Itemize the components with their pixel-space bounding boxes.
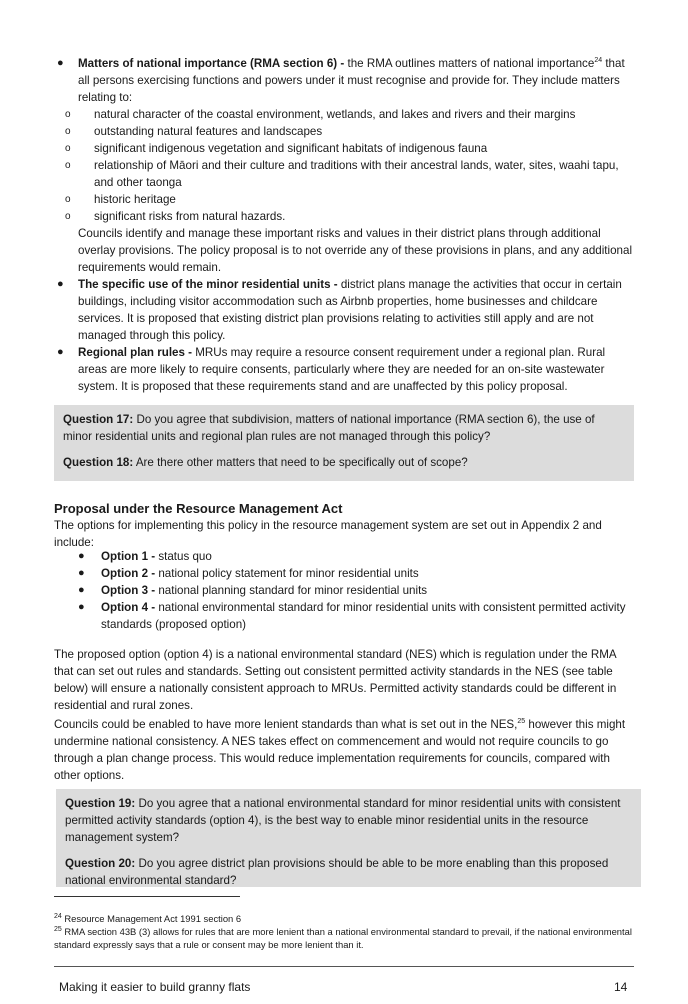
circle-bullet-icon: o	[65, 143, 71, 154]
sub-bullet-text: relationship of Māori and their culture and traditions with their ancestral lands, water, sites, waahi tapu, and other taonga	[94, 159, 619, 189]
bullet-title: Matters of national importance (RMA section 6) -	[78, 57, 345, 70]
footnote-ref: 24	[594, 57, 603, 65]
bullet-text: district plans manage the activities that occur in certain buildings, including visitor accommodation such as Airbnb properties, home businesses and childcare services. It is proposed that existing district plan provisions relating to activities still apply and are not managed through this policy.	[78, 278, 622, 342]
bullet-dot-icon: ●	[57, 57, 64, 69]
sub-bullet-item	[54, 157, 634, 191]
circle-bullet-icon: o	[65, 126, 71, 137]
bullet-title: The specific use of the minor residential units -	[78, 278, 338, 291]
footnote-25	[54, 925, 634, 951]
circle-bullet-icon: o	[65, 109, 71, 120]
question-label: Question 18:	[63, 456, 134, 469]
bullet-text: MRUs may require a resource consent requirement under a regional plan. Rural areas are more likely to require consents, particularly where they are needed for an on-site wastewater system. It is proposed that these requirements stand and are unaffected by this policy proposal.	[78, 346, 606, 393]
section-intro: The options for implementing this policy in the resource management system are set out in Appendix 2 and include:	[54, 519, 602, 549]
question-text: Do you agree that a national environmental standard for minor residential units with consistent permitted activity standards (option 4), is the best way to enable minor residential units in the resource management system?	[65, 797, 621, 844]
question-text: Do you agree that subdivision, matters of national importance (RMA section 6), the use of minor residential units and regional plan rules are not managed through this policy?	[63, 413, 595, 443]
sub-bullet-text: historic heritage	[94, 193, 176, 206]
footnote-text: RMA section 43B (3) allows for rules that are more lenient than a national environmental standard to prevail, if the national environmental standard expressly says that a rule or consent may be more lenient than it.	[54, 926, 632, 950]
option-label: Option 1 -	[101, 550, 156, 563]
footnote-24	[54, 912, 634, 925]
circle-bullet-icon: o	[65, 160, 71, 171]
footnotes	[54, 912, 634, 951]
paragraph-text: however this might undermine national consistency. A NES takes effect on commencement and would not require councils to go through a plan change process. This would reduce implementation requirements for councils, compared with other options.	[54, 718, 626, 782]
sub-bullet-text: natural character of the coastal environment, wetlands, and lakes and rivers and their margins	[94, 108, 576, 121]
question-label: Question 20:	[65, 857, 136, 870]
sub-bullet-text: significant indigenous vegetation and significant habitats of indigenous fauna	[94, 142, 488, 155]
paragraph-text: Councils could be enabled to have more lenient standards than what is set out in the NES,	[54, 718, 518, 731]
option-item	[54, 565, 634, 582]
page-number: 14	[614, 980, 628, 994]
sub-bullet-item	[54, 191, 634, 208]
bullet-specific-use	[54, 276, 634, 344]
sub-bullet-text: outstanding natural features and landscapes	[94, 125, 323, 138]
footnote-number: 25	[54, 925, 62, 933]
bullet-text: that all persons exercising functions and powers under it must recognise and provide for. They include matters relating to:	[78, 57, 625, 104]
footnote-number: 24	[54, 912, 62, 920]
sub-bullet-list	[54, 106, 634, 225]
circle-bullet-icon: o	[65, 194, 71, 205]
sub-bullet-item	[54, 106, 634, 123]
option-item	[54, 582, 634, 599]
bullet-text: the RMA outlines matters of national importance	[344, 57, 595, 70]
question-19	[65, 795, 632, 846]
bullet-dot-icon: ●	[57, 346, 64, 358]
option-item	[54, 548, 634, 565]
bullet-regional-plan	[54, 344, 634, 395]
bullet-followup-text: Councils identify and manage these important risks and values in their district plans through additional overlay provisions. The policy proposal is to not override any of these provisions in plans, and any additional requirements would remain.	[78, 227, 633, 274]
option-text: national planning standard for minor residential units	[155, 584, 428, 597]
sub-bullet-item	[54, 123, 634, 140]
bullet-national-importance	[54, 55, 634, 276]
question-label: Question 19:	[65, 797, 136, 810]
option-text: status quo	[155, 550, 212, 563]
question-20	[65, 855, 632, 889]
sub-bullet-item	[54, 140, 634, 157]
option-text: national policy statement for minor residential units	[155, 567, 419, 580]
scope-bullet-list	[54, 55, 634, 395]
bullet-title: Regional plan rules -	[78, 346, 193, 359]
section-heading: Proposal under the Resource Management Act	[54, 501, 343, 516]
question-label: Question 17:	[63, 413, 134, 426]
bullet-dot-icon: ●	[78, 601, 85, 613]
question-text: Do you agree district plan provisions should be able to be more enabling than this proposed national environmental standard?	[65, 857, 609, 887]
footnote-ref: 25	[517, 718, 526, 726]
bullet-dot-icon: ●	[57, 278, 64, 290]
footnote-divider	[54, 896, 240, 897]
option-text: national environmental standard for minor residential units with consistent permitted activity standards (proposed option)	[101, 601, 626, 631]
question-text: Are there other matters that need to be specifically out of scope?	[133, 456, 468, 469]
question-18	[63, 454, 625, 471]
sub-bullet-item	[54, 208, 634, 225]
question-box-17-18	[54, 405, 634, 481]
paragraph-proposed-option: The proposed option (option 4) is a national environmental standard (NES) which is regulation under the RMA that can set out rules and standards. Setting out consistent permitted activity standards in the NES (see table below) will ensure a nationally consistent approach to MRUs. Permitted activity standards could be different in residential and rural zones.	[54, 648, 617, 712]
question-box-19-20	[56, 789, 641, 887]
footer-title: Making it easier to build granny flats	[59, 980, 251, 994]
paragraph-lenient-standards	[54, 716, 634, 784]
circle-bullet-icon: o	[65, 211, 71, 222]
footnote-text: Resource Management Act 1991 section 6	[61, 913, 242, 924]
bullet-dot-icon: ●	[78, 550, 85, 562]
options-list	[54, 548, 634, 633]
sub-bullet-text: significant risks from natural hazards.	[94, 210, 286, 223]
bullet-dot-icon: ●	[78, 584, 85, 596]
option-label: Option 2 -	[101, 567, 156, 580]
option-label: Option 3 -	[101, 584, 156, 597]
option-item	[54, 599, 634, 633]
footer-divider	[54, 966, 634, 967]
option-label: Option 4 -	[101, 601, 156, 614]
bullet-dot-icon: ●	[78, 567, 85, 579]
question-17	[63, 411, 625, 445]
